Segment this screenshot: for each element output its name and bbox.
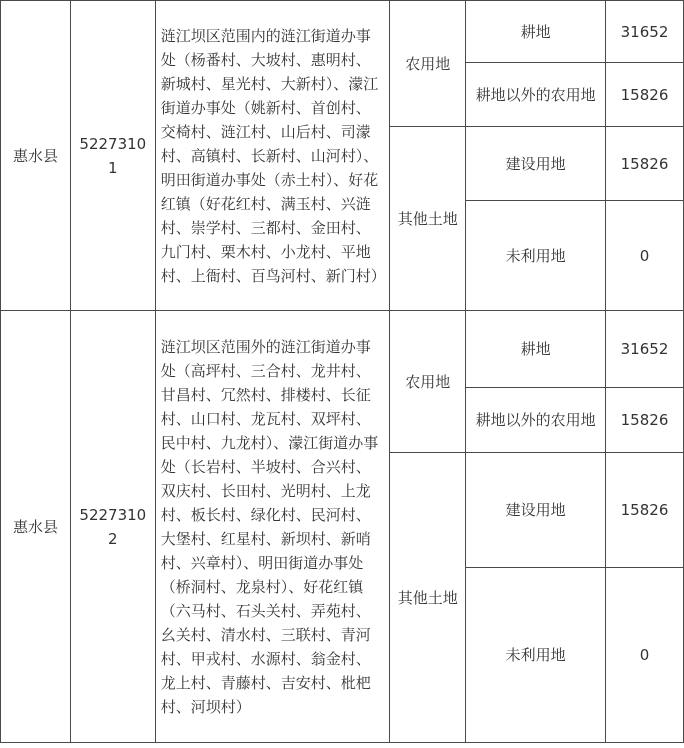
land-type-cell: 耕地以外的农用地 bbox=[466, 63, 606, 127]
table-row bbox=[1, 1, 684, 63]
price-value-cell: 0 bbox=[606, 201, 684, 311]
price-value-cell: 15826 bbox=[606, 453, 684, 568]
price-value-cell: 0 bbox=[606, 568, 684, 743]
price-value-cell: 15826 bbox=[606, 127, 684, 201]
land-category-cell: 其他土地 bbox=[390, 127, 466, 311]
land-type-cell: 耕地以外的农用地 bbox=[466, 388, 606, 453]
county-cell: 惠水县 bbox=[1, 1, 71, 311]
land-category-cell: 其他土地 bbox=[390, 453, 466, 743]
county-cell: 惠水县 bbox=[1, 311, 71, 743]
land-type-cell: 未利用地 bbox=[466, 568, 606, 743]
price-value-cell: 31652 bbox=[606, 1, 684, 63]
price-value-cell: 15826 bbox=[606, 63, 684, 127]
land-type-cell: 未利用地 bbox=[466, 201, 606, 311]
land-type-cell: 建设用地 bbox=[466, 453, 606, 568]
land-type-cell: 耕地 bbox=[466, 311, 606, 388]
price-value-cell: 15826 bbox=[606, 388, 684, 453]
land-type-cell: 建设用地 bbox=[466, 127, 606, 201]
land-category-cell: 农用地 bbox=[390, 1, 466, 127]
area-description-cell: 涟江坝区范围内的涟江街道办事处（杨番村、大坡村、惠明村、新城村、星光村、大新村）、濛江街道办事处（姚新村、首创村、交椅村、涟江村、山后村、司濛村、高镇村、长新村、山河村）、明田街道办事处（赤土村）、好花红镇（好花红村、满玉村、兴涟村、崇学村、三都村、金田村、九门村、栗木村、小龙村、平地村、上衙村、百鸟河村、新门村） bbox=[155, 1, 390, 311]
area-description-cell: 涟江坝区范围外的涟江街道办事处（高坪村、三合村、龙井村、甘昌村、冗然村、排楼村、长征村、山口村、龙瓦村、双坪村、民中村、九龙村）、濛江街道办事处（长岩村、半坡村、合兴村、双庆村、长田村、光明村、上龙村、板长村、绿化村、民河村、大堡村、红星村、新坝村、新哨村、兴章村）、明田街道办事处（桥洞村、龙泉村）、好花红镇（六马村、石头关村、弄苑村、幺关村、清水村、三联村、青河村、甲戎村、水源村、翁金村、龙上村、青藤村、吉安村、枇杷村、河坝村） bbox=[155, 311, 390, 743]
land-type-cell: 耕地 bbox=[466, 1, 606, 63]
price-value-cell: 31652 bbox=[606, 311, 684, 388]
land-category-cell: 农用地 bbox=[390, 311, 466, 453]
table-row bbox=[1, 311, 684, 388]
area-code-cell: 52273102 bbox=[70, 311, 155, 743]
area-code-cell: 52273101 bbox=[70, 1, 155, 311]
